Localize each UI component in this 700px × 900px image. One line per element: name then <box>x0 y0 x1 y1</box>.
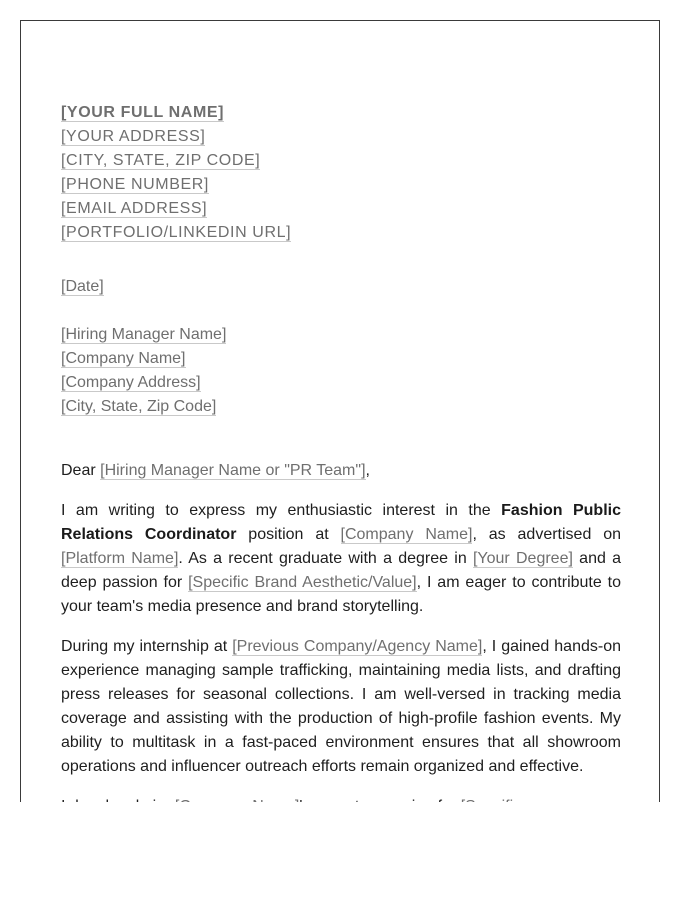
para1-text-1: I am writing to express my enthusiastic interest in the <box>61 502 502 519</box>
sender-portfolio[interactable]: [PORTFOLIO/LINKEDIN URL] <box>61 224 292 241</box>
para1-company-name[interactable]: [Company Name] <box>340 526 473 543</box>
salutation-prefix: Dear <box>61 462 101 479</box>
paragraph-intro <box>61 499 621 619</box>
para2-text-1: During my internship at <box>61 638 233 655</box>
sender-email[interactable]: [EMAIL ADDRESS] <box>61 200 208 217</box>
para2-text-2: , I gained hands-on experience managing sample trafficking, maintaining media lists, and drafting press releases for seasonal collections. I am well-versed in tracking media coverage and assisting with the production of high-profile fashion events. My ability to multitask in a fast-paced environment ensures that all showroom operations and influencer outreach efforts remain organized and effective. <box>61 638 621 775</box>
para1-platform-name[interactable]: [Platform Name] <box>61 550 179 567</box>
job-title: Fashion Public Relations Coordinator <box>61 502 621 543</box>
para1-text-6: , I am eager to contribute to your team's media presence and brand storytelling. <box>61 574 621 615</box>
para2-agency-name[interactable]: [Previous Company/Agency Name] <box>232 638 483 655</box>
para1-text-3: , as advertised on <box>472 526 622 543</box>
document-page <box>20 20 660 802</box>
date-field[interactable]: [Date] <box>61 278 104 295</box>
sender-address[interactable]: [YOUR ADDRESS] <box>61 128 206 145</box>
para1-brand-aesthetic[interactable]: [Specific Brand Aesthetic/Value] <box>188 574 417 591</box>
salutation <box>61 459 621 483</box>
letter-content <box>61 101 621 819</box>
salutation-suffix: , <box>365 462 370 479</box>
para1-text-4: . As a recent graduate with a degree in <box>178 550 473 567</box>
para1-text-5: and a deep passion for <box>61 550 622 591</box>
page-cutoff-mask <box>20 802 660 900</box>
para1-degree[interactable]: [Your Degree] <box>472 550 573 567</box>
sender-city-state-zip[interactable]: [CITY, STATE, ZIP CODE] <box>61 152 261 169</box>
recipient-company-address[interactable]: [Company Address] <box>61 374 201 391</box>
recipient-city-state-zip[interactable]: [City, State, Zip Code] <box>61 398 217 415</box>
para1-text-2: position at <box>236 526 341 543</box>
salutation-name[interactable]: [Hiring Manager Name or "PR Team"] <box>100 462 366 479</box>
recipient-company-name[interactable]: [Company Name] <box>61 350 186 367</box>
recipient-block <box>61 323 621 419</box>
sender-block <box>61 101 621 245</box>
recipient-hiring-manager[interactable]: [Hiring Manager Name] <box>61 326 227 343</box>
sender-full-name[interactable]: [YOUR FULL NAME] <box>61 104 225 121</box>
paragraph-experience <box>61 635 621 779</box>
sender-phone[interactable]: [PHONE NUMBER] <box>61 176 209 193</box>
date-line <box>61 275 621 299</box>
